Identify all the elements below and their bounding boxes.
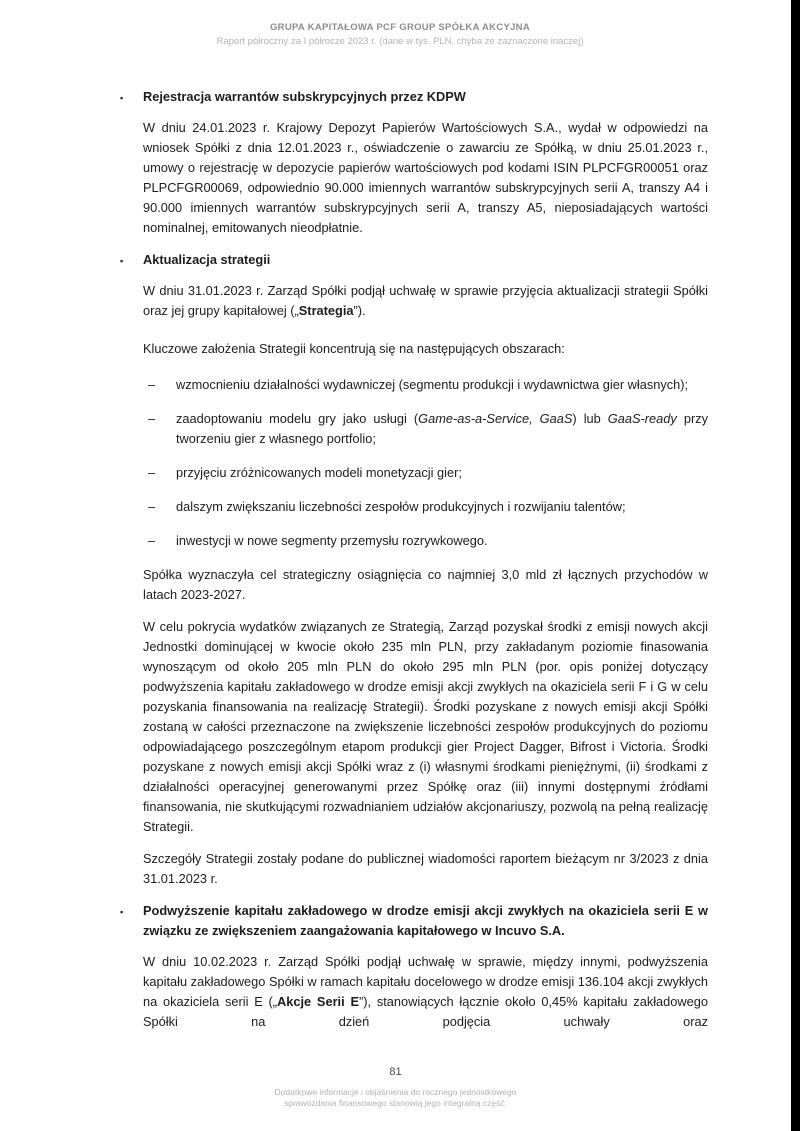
list-item xyxy=(148,463,708,483)
text-run: przy tworzeniu gier z własnego portfolio; xyxy=(176,411,708,446)
section-strategy xyxy=(120,250,708,889)
footer-note-line: Dodatkowe informacje i objaśnienia do rocznego jednostkowego xyxy=(274,1087,517,1097)
paragraph xyxy=(143,281,708,321)
company-title: GRUPA KAPITAŁOWA PCF GROUP SPÓŁKA AKCYJNA xyxy=(269,22,530,33)
text-run-italic: Game-as-a-Service, GaaS xyxy=(418,411,573,426)
section-heading xyxy=(120,87,708,107)
list-item-text: dalszym zwiększaniu liczebności zespołów produkcyjnych i rozwijaniu talentów; xyxy=(176,499,626,514)
text-run-italic: GaaS-ready xyxy=(607,411,677,426)
footer-note xyxy=(0,1087,791,1109)
list-item xyxy=(148,375,708,395)
scan-edge-bar xyxy=(791,0,800,1131)
section-serie-e xyxy=(120,901,708,1032)
text-run-bold: Strategia xyxy=(298,303,354,318)
list-item-text: inwestycji w nowe segmenty przemysłu rozrywkowego. xyxy=(176,533,488,548)
list-item-text: wzmocnieniu działalności wydawniczej (segmentu produkcji i wydawnictwa gier własnych); xyxy=(176,377,689,392)
text-run-bold: Akcje Serii E xyxy=(277,994,359,1009)
section-heading xyxy=(120,250,708,270)
bullet-square-icon: ▪ xyxy=(120,256,124,266)
section-title: Podwyższenie kapitału zakładowego w drodze emisji akcji zwykłych na okaziciela serii E w związku ze zwiększeniem zaangażowania kapitałowego w Incuvo S.A. xyxy=(143,903,708,938)
footer-note-line: sprawozdania finansowego stanowią jego integralną część. xyxy=(283,1098,508,1108)
strategy-list xyxy=(143,375,708,551)
paragraph: W dniu 24.01.2023 r. Krajowy Depozyt Papierów Wartościowych S.A., wydał w odpowiedzi na wniosek Spółki z dnia 12.01.2023 r., oświadczenie o zawarciu ze Spółką, w dniu 25.01.2023 r., umowy o rejestrację w depozycie papierów wartościowych pod kodami ISIN PLPCFGR00051 oraz PLPCFGR00069, odpowiednio 90.000 imiennych warrantów subskrypcyjnych serii A, transzy A4 i 90.000 imiennych warrantów subskrypcyjnych serii A, transzy A5, nieposiadających wartości nominalnej, emitowanych nieodpłatnie. xyxy=(143,120,708,235)
list-item-text xyxy=(176,409,708,449)
paragraph: Spółka wyznaczyła cel strategiczny osiągnięcia co najmniej 3,0 mld zł łącznych przychodów w latach 2023-2027. xyxy=(143,567,708,602)
page-number: 81 xyxy=(389,1066,402,1078)
text-run: zaadoptowaniu modelu gry jako usługi ( xyxy=(176,411,419,426)
dash-icon: – xyxy=(148,411,156,426)
bullet-square-icon: ▪ xyxy=(120,93,124,103)
report-subtitle: Raport półroczny za I półrocze 2023 r. (dane w tys. PLN, chyba że zaznaczone inaczej) xyxy=(216,36,584,47)
paragraph: W celu pokrycia wydatków związanych ze Strategią, Zarząd pozyskał środki z emisji nowych akcji Jednostki dominującej w kwocie około 235 mln PLN, przy zakładanym poziomie finasowania wynoszącym od około 205 mln PLN do około 295 mln PLN (por. opis poniżej dotyczący podwyższenia kapitału zakładowego w drodze emisji akcji zwykłych na okaziciela serii F i G w celu pozyskania finansowania na realizację Strategii). Środki pozyskane z nowych emisji akcji Spółki zostaną w całości przeznaczone na zwiększenie liczebności zespołów produkcyjnych do poziomu odpowiadającego poszczególnym etapom produkcji gier Project Dagger, Bifrost i Victoria. Środki pozyskane z nowych emisji akcji Spółki wraz z (i) własnymi środkami pieniężnymi, (ii) środkami z działalności operacyjnej generowanymi przez Spółkę oraz (iii) innymi dostępnymi źródłami finansowania, nie skutkującymi rozwadnianiem udziałów akcjonariuszy, pozwolą na pełną realizację Strategii. xyxy=(143,619,708,834)
list-item xyxy=(148,531,708,551)
paragraph: Kluczowe założenia Strategii koncentrują się na następujących obszarach: xyxy=(143,341,565,356)
section-title: Rejestracja warrantów subskrypcyjnych przez KDPW xyxy=(143,89,466,104)
text-run: ”), stanowiących łącznie około 0,45% kapitału zakładowego Spółki na dzień podjęcia uchwały oraz xyxy=(143,994,708,1029)
dash-icon: – xyxy=(148,377,156,392)
list-item-text: przyjęciu zróżnicowanych modeli monetyzacji gier; xyxy=(176,465,462,480)
paragraph xyxy=(143,952,708,1032)
bullet-square-icon: ▪ xyxy=(120,907,124,917)
text-run: ”). xyxy=(353,303,366,318)
page-header xyxy=(0,0,800,47)
section-heading xyxy=(120,901,708,941)
text-run: W dniu 31.01.2023 r. Zarząd Spółki podjął uchwałę w sprawie przyjęcia aktualizacji strategii Spółki oraz jej grupy kapitałowej („ xyxy=(143,283,708,318)
section-kdpw xyxy=(120,87,708,238)
paragraph: Szczegóły Strategii zostały podane do publicznej wiadomości raportem bieżącym nr 3/2023 z dnia 31.01.2023 r. xyxy=(143,851,708,886)
list-item xyxy=(148,497,708,517)
page-content xyxy=(120,87,708,1032)
dash-icon: – xyxy=(148,465,156,480)
section-title: Aktualizacja strategii xyxy=(143,252,271,267)
list-item xyxy=(148,409,708,449)
page-footer xyxy=(0,1066,791,1109)
text-run: ) lub xyxy=(572,411,608,426)
dash-icon: – xyxy=(148,533,156,548)
dash-icon: – xyxy=(148,499,156,514)
text-run: W dniu 10.02.2023 r. Zarząd Spółki podjął uchwałę w sprawie, między innymi, podwyższenia kapitału zakładowego Spółki w ramach kapitału docelowego w drodze emisji 136.104 akcji zwykłych na okaziciela serii E („ xyxy=(143,954,708,1009)
